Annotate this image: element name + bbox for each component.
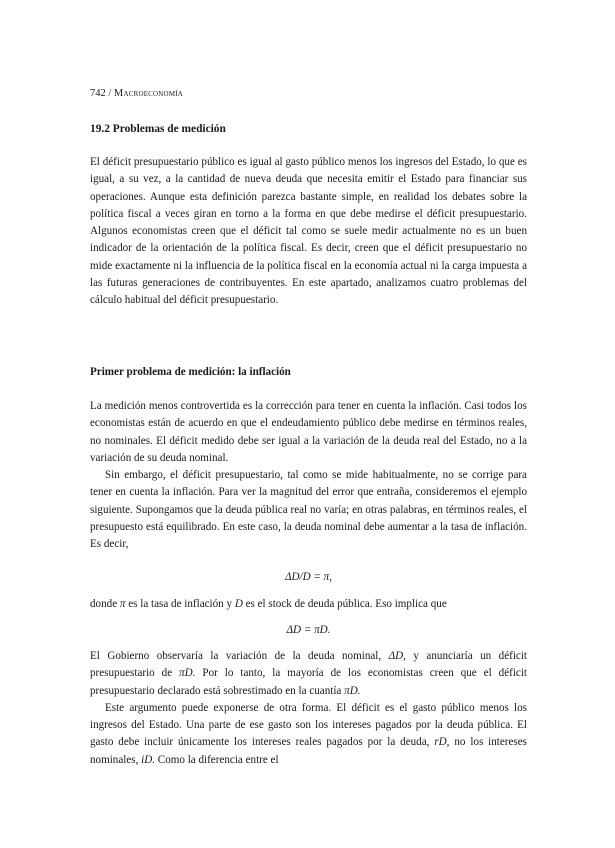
p3-D: D [234, 598, 243, 610]
p4-pi-D-2: πD. [344, 684, 361, 697]
paragraph-4 [90, 648, 527, 700]
p4-text-a: El Gobierno observaría la variación de la deuda nominal, [90, 650, 389, 662]
paragraph-2: Sin embargo, el déficit presupuestario, tal como se mide habitualmente, no se corrige para tener en cuenta la inflación. Para ver la magnitud del error que entraña, consideremos el ejemplo siguiente. Supongamos que la deuda pública real no varía; en otras palabras, en términos reales, el presupuesto está equilibrado. En este caso, la deuda nominal debe aumentar a la tasa de inflación. Es decir, [90, 469, 527, 551]
p4-delta-D: ΔD, [388, 650, 406, 662]
p5-iD: iD. [141, 753, 156, 766]
p4-text-b: y anunciaría un déficit presupuestario de [90, 650, 527, 680]
p5-text-b: no los intereses nominales, [90, 736, 527, 766]
inflation-text-a [90, 398, 527, 554]
p3-text-c: es el stock de deuda pública. Eso implica que [242, 598, 447, 610]
p3-text-b: es la tasa de inflación y [125, 598, 235, 610]
header-separator: / [108, 88, 112, 99]
paragraph-1: La medición menos controvertida es la corrección para tener en cuenta la inflación. Casi todos los economistas están de acuerdo en que el endeudamiento público debe medirse en términos reales, no nominales. El déficit medido debe ser igual a la variación de la deuda real del Estado, no a la variación de su deuda nominal. [90, 400, 527, 464]
section-heading: 19.2 Problemas de medición [90, 123, 226, 135]
p5-text-c: Como la diferencia entre el [155, 753, 279, 766]
inflation-text-b [90, 648, 527, 769]
paragraph-5 [90, 700, 527, 769]
section-intro [90, 154, 527, 310]
p3-pi: π [119, 598, 126, 610]
p5-rD: rD, [434, 736, 450, 749]
paragraph-3-block [90, 596, 527, 613]
equation-1: ΔD/D = π, [285, 571, 332, 583]
paragraph-3 [90, 596, 527, 613]
page-number: 742 [90, 88, 106, 99]
p3-text-a: donde [90, 598, 120, 610]
equation-2: ΔD = πD. [286, 624, 331, 636]
p4-pi-D-1: πD. [179, 667, 196, 680]
running-header [90, 85, 183, 102]
p5-text-a: Este argumento puede exponerse de otra forma. El déficit es el gasto público menos los ingresos del Estado. Una parte de ese gasto son los intereses pagados por la deuda pública. El gasto debe incluir únicamente los intereses reales pagados por la deuda, [90, 701, 527, 749]
p4-text-c: Por lo tanto, la mayoría de los economistas creen que el déficit presupuestario declarado está sobrestimado en la cuantía [90, 667, 527, 697]
intro-paragraph: El déficit presupuestario público es igual al gasto público menos los ingresos del Estado, lo que es igual, a su vez, a la cantidad de nueva deuda que necesita emitir el Estado para financiar sus operaciones. Aunque esta definición parezca bastante simple, en realidad los debates sobre la política fiscal a veces giran en torno a la forma en que debe medirse el déficit presupuestario. Algunos economistas creen que el déficit tal como se suele medir actualmente no es un buen indicador de la orientación de la política fiscal. Es decir, creen que el déficit presupuestario no mide exactamente ni la influencia de la política fiscal en la economía actual ni la carga impuesta a las futuras generaciones de contribuyentes. En este apartado, analizamos cuatro problemas del cálculo habitual del déficit presupuestario. [90, 156, 527, 307]
subsection-heading: Primer problema de medición: la inflación [90, 366, 291, 378]
book-title: Macroeconomía [113, 88, 184, 99]
